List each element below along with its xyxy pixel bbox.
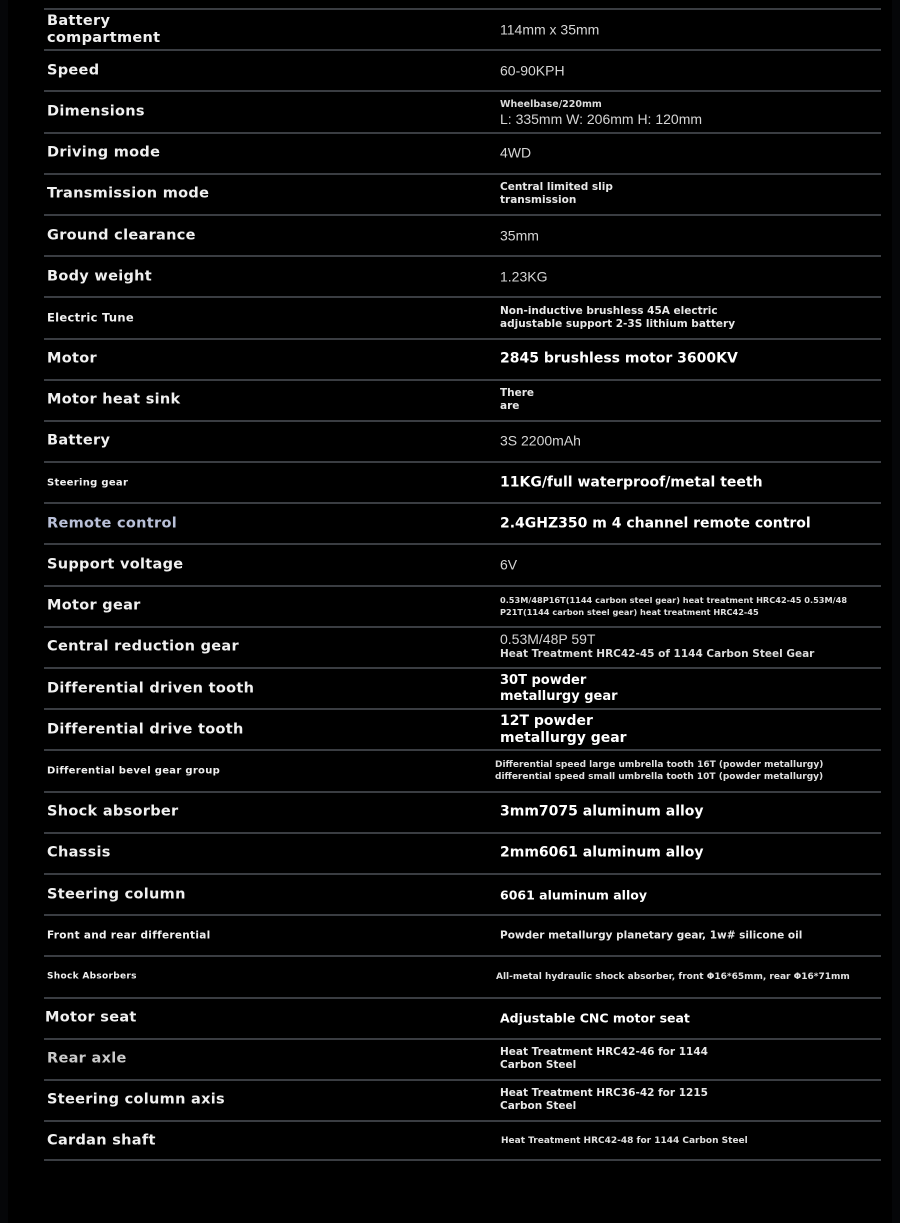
spec-value xyxy=(500,632,880,662)
spec-row-motor-seat xyxy=(44,997,881,1038)
spec-label: Front and rear differential xyxy=(47,929,211,942)
spec-value: 2845 brushless motor 3600KV xyxy=(500,350,738,367)
spec-value-top: Wheelbase/220mm xyxy=(500,98,602,110)
spec-row-body-weight xyxy=(44,255,881,296)
spec-value-bottom: Heat Treatment HRC42-45 of 1144 Carbon Steel Gear xyxy=(500,648,815,661)
spec-row-battery xyxy=(44,420,881,461)
spec-label: Chassis xyxy=(47,844,111,861)
spec-label: Rear axle xyxy=(47,1050,127,1067)
spec-row-differential-bevel-gear-group xyxy=(44,749,881,790)
spec-row-chassis xyxy=(44,832,881,873)
spec-label: Differential drive tooth xyxy=(47,721,244,738)
spec-value: 6V xyxy=(500,556,518,573)
spec-label: Steering column xyxy=(47,886,186,903)
spec-label: Motor seat xyxy=(45,1009,137,1026)
spec-value: Central limited slip transmission xyxy=(500,181,613,207)
spec-label: Steering gear xyxy=(47,477,129,489)
spec-label: Battery xyxy=(47,432,111,449)
spec-panel xyxy=(8,0,892,1223)
spec-value-top: 0.53M/48P 59T xyxy=(500,631,596,648)
spec-label: Shock absorber xyxy=(47,803,179,820)
spec-value: Heat Treatment HRC42-48 for 1144 Carbon Steel xyxy=(501,1135,748,1146)
spec-row-central-reduction-gear xyxy=(44,626,881,667)
spec-value: 2mm6061 aluminum alloy xyxy=(500,844,704,861)
spec-row-transmission-mode xyxy=(44,173,881,214)
spec-value: There are xyxy=(500,387,535,413)
spec-row-dimensions xyxy=(44,90,881,131)
spec-label: Motor heat sink xyxy=(47,391,181,408)
spec-value: Differential speed large umbrella tooth 16T (powder metallurgy) differential speed small umbrella tooth 10T (powder metallurgy) xyxy=(495,759,824,782)
spec-row-shock-absorber xyxy=(44,791,881,832)
spec-label: Shock Absorbers xyxy=(47,971,137,982)
spec-label: Ground clearance xyxy=(47,227,196,244)
spec-value: 11KG/full waterproof/metal teeth xyxy=(500,474,763,491)
spec-label: Body weight xyxy=(47,268,153,285)
spec-row-front-rear-differential xyxy=(44,914,881,955)
spec-row-rear-axle xyxy=(44,1038,881,1079)
spec-row-driving-mode xyxy=(44,132,881,173)
spec-value: 114mm x 35mm xyxy=(500,21,600,38)
spec-label: Speed xyxy=(47,62,100,79)
spec-row-differential-driven-tooth xyxy=(44,667,881,708)
spec-value: Heat Treatment HRC36-42 for 1215 Carbon Steel xyxy=(500,1087,708,1113)
spec-label: Cardan shaft xyxy=(47,1132,156,1149)
spec-row-steering-column xyxy=(44,873,881,914)
spec-value: 60-90KPH xyxy=(500,62,565,79)
spec-label: Steering column axis xyxy=(47,1091,225,1108)
spec-value: 6061 aluminum alloy xyxy=(500,887,647,903)
spec-value xyxy=(500,97,880,127)
spec-label: Motor xyxy=(47,350,97,367)
spec-value-bottom: L: 335mm W: 206mm H: 120mm xyxy=(500,110,703,127)
spec-label: Support voltage xyxy=(47,556,184,573)
spec-label: Remote control xyxy=(47,515,177,532)
spec-label: Central reduction gear xyxy=(47,638,239,655)
spec-value: 3mm7075 aluminum alloy xyxy=(500,803,704,820)
spec-label: Motor gear xyxy=(47,597,141,614)
spec-row-ground-clearance xyxy=(44,214,881,255)
spec-value: Heat Treatment HRC42-46 for 1144 Carbon Steel xyxy=(500,1046,708,1072)
spec-row-motor xyxy=(44,338,881,379)
spec-row-motor-heat-sink xyxy=(44,379,881,420)
spec-row-speed xyxy=(44,49,881,90)
spec-value: 30T powder metallurgy gear xyxy=(500,672,618,704)
spec-value: 1.23KG xyxy=(500,268,548,285)
spec-row-shock-absorbers xyxy=(44,955,881,996)
spec-value: Powder metallurgy planetary gear, 1w# silicone oil xyxy=(500,929,803,942)
spec-row-electric-tune xyxy=(44,296,881,337)
spec-row-steering-gear xyxy=(44,461,881,502)
spec-row-remote-control xyxy=(44,502,881,543)
spec-value: 2.4GHZ350 m 4 channel remote control xyxy=(500,515,811,532)
spec-label: Differential driven tooth xyxy=(47,680,255,697)
spec-row-motor-gear xyxy=(44,585,881,626)
spec-label: Dimensions xyxy=(47,103,145,120)
spec-value: 35mm xyxy=(500,227,539,244)
spec-value: 3S 2200mAh xyxy=(500,432,581,449)
spec-value: 4WD xyxy=(500,144,532,161)
spec-row-battery-compartment xyxy=(44,8,881,49)
spec-row-cardan-shaft xyxy=(44,1120,881,1161)
spec-value: Non-inductive brushless 45A electric adjustable support 2-3S lithium battery xyxy=(500,304,736,330)
spec-table xyxy=(44,8,881,1161)
spec-label: Transmission mode xyxy=(47,185,210,202)
spec-label: Differential bevel gear group xyxy=(47,765,221,777)
spec-label: Driving mode xyxy=(47,144,161,161)
spec-row-differential-drive-tooth xyxy=(44,708,881,749)
spec-label: Battery compartment xyxy=(47,12,161,46)
spec-value: 0.53M/48P16T(1144 carbon steel gear) heat treatment HRC42-45 0.53M/48 P21T(1144 carbon steel gear) heat treatment HRC42-45 xyxy=(500,595,848,618)
spec-value: All-metal hydraulic shock absorber, front Φ16*65mm, rear Φ16*71mm xyxy=(496,971,850,982)
spec-row-support-voltage xyxy=(44,543,881,584)
spec-label: Electric Tune xyxy=(47,310,134,325)
spec-value: 12T powder metallurgy gear xyxy=(500,712,627,746)
spec-value: Adjustable CNC motor seat xyxy=(500,1010,690,1026)
spec-row-steering-column-axis xyxy=(44,1079,881,1120)
